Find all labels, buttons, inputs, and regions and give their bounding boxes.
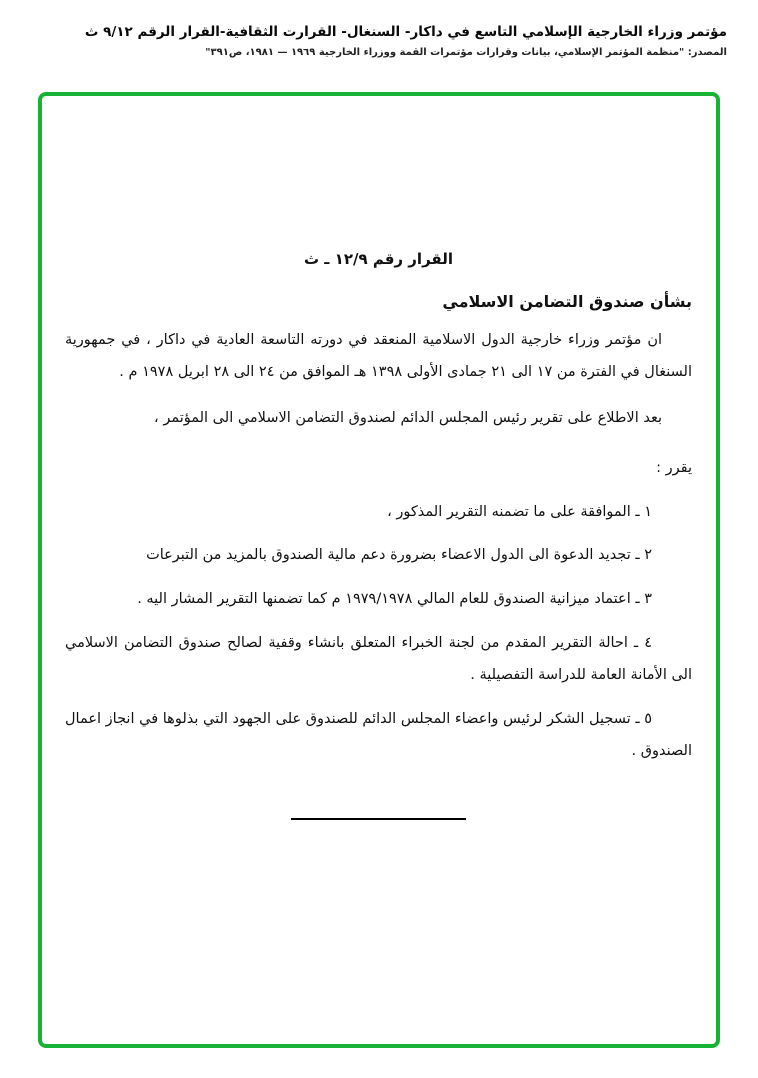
document-header [31,24,727,58]
header-title: مؤتمر وزراء الخارجية الإسلامي التاسع في داكار- السنغال- القرارت الثقافية-القرار الرقم ٩/١٢ ث [84,24,727,40]
preamble-paragraph-1: ان مؤتمر وزراء خارجية الدول الاسلامية المنعقد في دورته التاسعة العادية في داكار ، في جمهورية السنغال في الفترة من ١٧ الى ٢١ جمادى الأولى ١٣٩٨ هـ الموافق من ٢٤ الى ٢٨ ابريل ١٩٧٨ م . [65,332,692,380]
resolution-item-2: ٢ ـ تجديد الدعوة الى الدول الاعضاء بضرورة دعم مالية الصندوق بالمزيد من التبرعات [146,547,652,564]
resolution-content [65,250,692,820]
preamble-paragraph-2: بعد الاطلاع على تقرير رئيس المجلس الدائم لصندوق التضامن الاسلامي الى المؤتمر ، [154,409,662,426]
resolution-item-5: ٥ ـ تسجيل الشكر لرئيس واعضاء المجلس الدائم للصندوق على الجهود التي بذلوها في انجاز اعمال الصندوق . [65,711,692,759]
signature-line [291,818,466,820]
resolution-subject: بشأن صندوق التضامن الاسلامي [442,292,692,311]
resolution-item-1: ١ ـ الموافقة على ما تضمنه التقرير المذكور ، [387,503,652,520]
resolution-number: القرار رقم ١٢/٩ ـ ث [304,250,453,268]
decides-label: يقرر : [656,459,692,476]
resolution-item-3: ٣ ـ اعتماد ميزانية الصندوق للعام المالي ١٩٧٩/١٩٧٨ م كما تضمنها التقرير المشار اليه . [137,591,652,608]
resolution-item-4: ٤ ـ احالة التقرير المقدم من لجنة الخبراء المتعلق بانشاء وقفية لصالح صندوق التضامن الاسلامي الى الأمانة العامة للدراسة التفصيلية . [65,635,692,684]
header-source: المصدر: "منظمة المؤتمر الإسلامي، بيانات وقرارات مؤتمرات القمة ووزراء الخارجية ١٩٦٩ — ١٩٨١، ص٣٩١" [205,47,727,58]
